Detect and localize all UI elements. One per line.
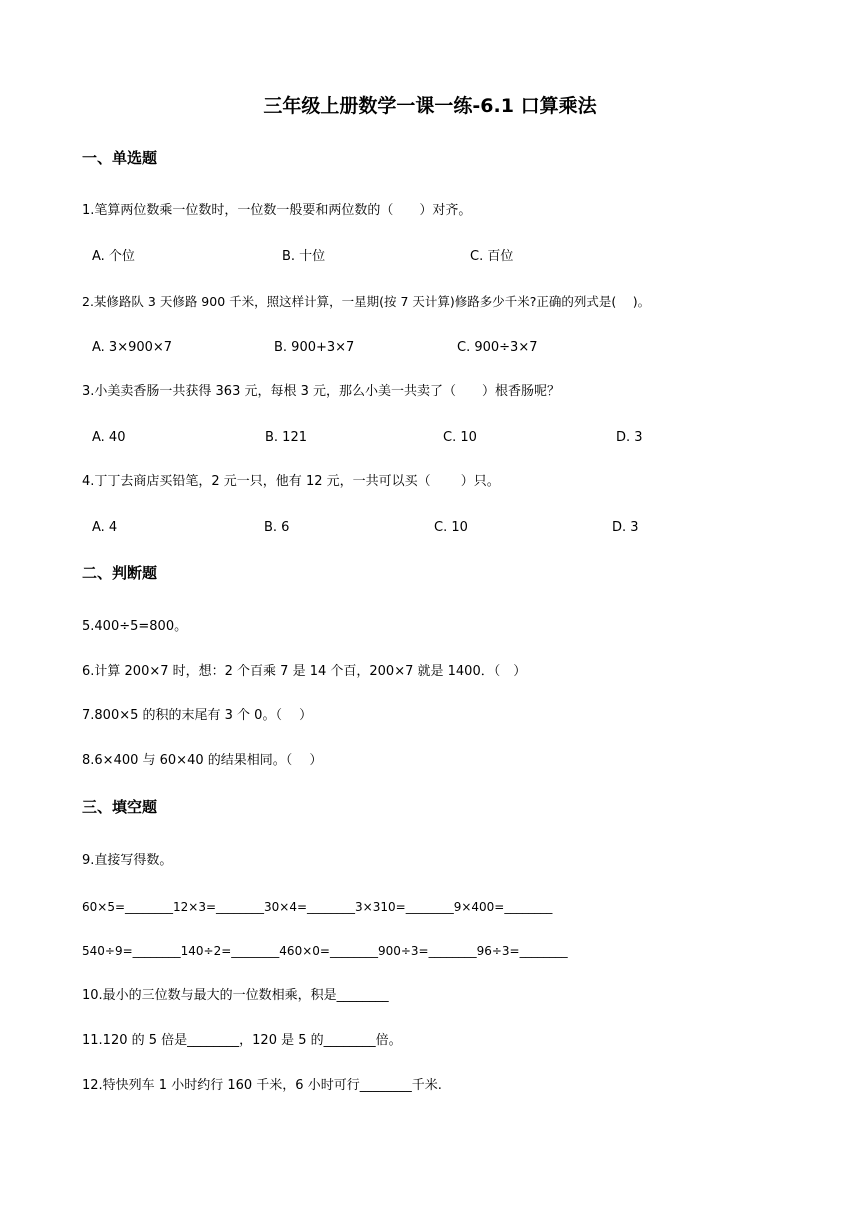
question-11: 11.120 的 5 倍是________，120 是 5 的________倍。 bbox=[82, 1033, 402, 1048]
q3-option-a: A. 40 bbox=[92, 430, 126, 445]
q3-option-c: C. 10 bbox=[443, 430, 477, 445]
question-5: 5.400÷5=800。 bbox=[82, 619, 188, 634]
question-9: 9.直接写得数。 bbox=[82, 853, 173, 868]
q2-option-b: B. 900+3×7 bbox=[274, 340, 355, 355]
q2-option-c: C. 900÷3×7 bbox=[457, 340, 538, 355]
section-heading-fill-blank: 三、填空题 bbox=[82, 798, 158, 816]
q1-option-a: A. 个位 bbox=[92, 249, 135, 264]
question-10: 10.最小的三位数与最大的一位数相乘，积是________ bbox=[82, 988, 389, 1003]
q1-option-c: C. 百位 bbox=[470, 249, 514, 264]
question-6: 6.计算 200×7 时，想：2 个百乘 7 是 14 个百，200×7 就是 1400．（ ） bbox=[82, 664, 527, 679]
q4-option-b: B. 6 bbox=[264, 520, 290, 535]
question-4: 4.丁丁去商店买铅笔，2 元一只，他有 12 元，一共可以买（ ）只。 bbox=[82, 474, 500, 489]
question-3: 3.小美卖香肠一共获得 363 元，每根 3 元，那么小美一共卖了（ ）根香肠呢？ bbox=[82, 384, 561, 399]
question-12: 12.特快列车 1 小时约行 160 千米，6 小时可行________千米. bbox=[82, 1078, 442, 1093]
q4-option-d: D. 3 bbox=[612, 520, 639, 535]
page-title: 三年级上册数学一课一练-6.1 口算乘法 bbox=[263, 95, 597, 117]
question-1: 1.笔算两位数乘一位数时，一位数一般要和两位数的（ ）对齐。 bbox=[82, 203, 472, 218]
question-9-row-2: 540÷9=________140÷2=________460×0=________900÷3=________96÷3=________ bbox=[82, 944, 568, 958]
section-heading-true-false: 二、判断题 bbox=[82, 564, 158, 582]
question-2: 2.某修路队 3 天修路 900 千米，照这样计算，一星期(按 7 天计算)修路多少千米?正确的列式是( )。 bbox=[82, 294, 651, 309]
q3-option-b: B. 121 bbox=[265, 430, 307, 445]
question-7: 7.800×5 的积的末尾有 3 个 0。（ ） bbox=[82, 708, 313, 723]
section-heading-single-choice: 一、单选题 bbox=[82, 149, 158, 167]
q1-option-b: B. 十位 bbox=[282, 249, 326, 264]
question-9-row-1: 60×5=________12×3=________30×4=________3×310=________9×400=________ bbox=[82, 900, 553, 914]
q4-option-a: A. 4 bbox=[92, 520, 118, 535]
question-8: 8.6×400 与 60×40 的结果相同。（ ） bbox=[82, 753, 323, 768]
q3-option-d: D. 3 bbox=[616, 430, 643, 445]
q2-option-a: A. 3×900×7 bbox=[92, 340, 173, 355]
q4-option-c: C. 10 bbox=[434, 520, 468, 535]
